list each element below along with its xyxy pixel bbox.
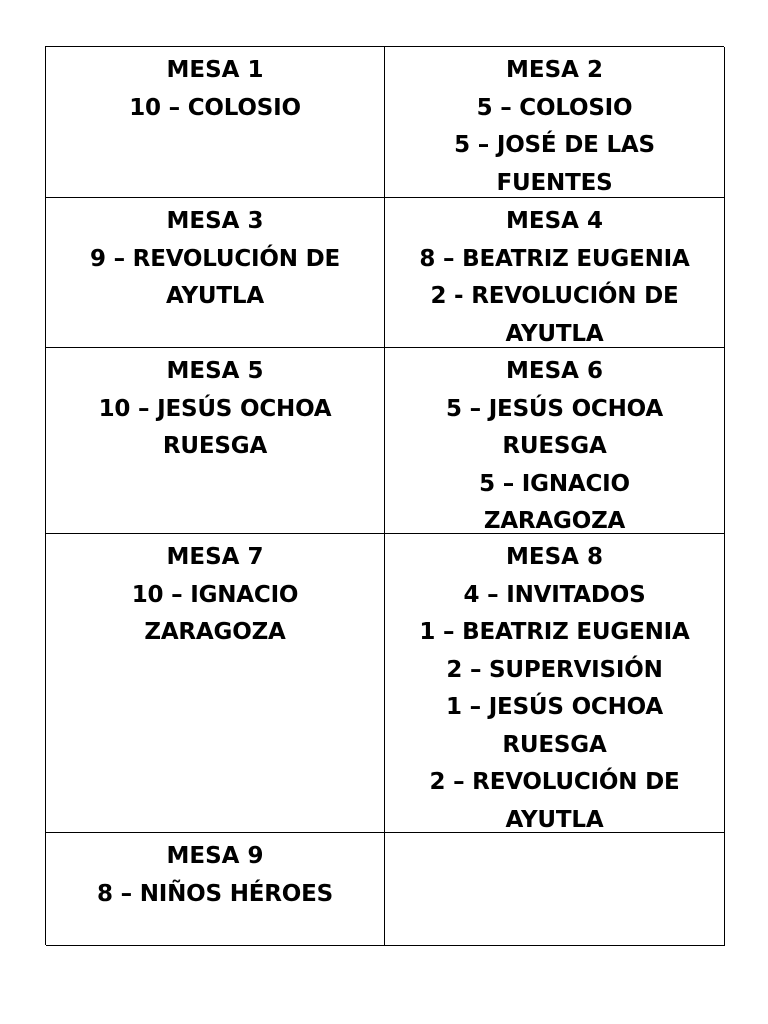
table-title: MESA 8 — [506, 544, 603, 570]
table-line: RUESGA — [162, 433, 268, 459]
table-cell-mesa-3 — [46, 198, 385, 348]
table-line: RUESGA — [502, 433, 607, 459]
table-line: 2 – REVOLUCIÓN DE — [429, 769, 680, 795]
table-line: 8 – NIÑOS HÉROES — [97, 880, 333, 907]
table-title: MESA 5 — [166, 358, 264, 384]
table-line: FUENTES — [496, 169, 613, 196]
table-cell-mesa-9 — [46, 833, 385, 946]
table-line: ZARAGOZA — [483, 508, 626, 534]
table-cell-mesa-1 — [46, 47, 385, 198]
table-line: RUESGA — [502, 731, 607, 758]
table-title: MESA 3 — [166, 208, 264, 234]
table-line: 2 - REVOLUCIÓN DE — [430, 283, 679, 309]
table-line: 10 – COLOSIO — [129, 94, 301, 121]
table-line: 1 – BEATRIZ EUGENIA — [419, 619, 690, 645]
table-title: MESA 9 — [166, 843, 264, 869]
table-line: AYUTLA — [505, 806, 604, 833]
table-cell-empty — [385, 833, 725, 946]
table-line: 5 – JOSÉ DE LAS — [454, 132, 655, 158]
table-title: MESA 1 — [166, 57, 264, 83]
table-line: 9 – REVOLUCIÓN DE — [89, 245, 341, 272]
seating-table-grid — [45, 46, 724, 945]
table-cell-mesa-4 — [385, 198, 725, 348]
table-line: 10 – IGNACIO — [131, 581, 299, 608]
table-title: MESA 7 — [166, 544, 264, 570]
table-cell-mesa-2 — [385, 47, 725, 198]
table-line: 1 – JESÚS OCHOA — [445, 694, 664, 720]
table-line: 10 – JESÚS OCHOA — [98, 395, 332, 422]
table-line: 5 – COLOSIO — [476, 94, 633, 121]
table-line: AYUTLA — [166, 283, 264, 309]
table-cell-mesa-5 — [46, 348, 385, 534]
table-line: 2 – SUPERVISIÓN — [446, 656, 663, 683]
table-cell-mesa-7 — [46, 534, 385, 833]
table-line: 5 – JESÚS OCHOA — [445, 395, 664, 422]
table-line: ZARAGOZA — [144, 619, 286, 645]
table-cell-mesa-6 — [385, 348, 725, 534]
table-line: 4 – INVITADOS — [463, 581, 646, 608]
table-line: 5 – IGNACIO — [479, 470, 630, 497]
table-line: 8 – BEATRIZ EUGENIA — [419, 245, 690, 272]
table-title: MESA 2 — [506, 57, 603, 83]
table-cell-mesa-8 — [385, 534, 725, 833]
table-title: MESA 4 — [506, 208, 603, 234]
table-title: MESA 6 — [506, 358, 603, 384]
table-line: AYUTLA — [505, 320, 604, 347]
